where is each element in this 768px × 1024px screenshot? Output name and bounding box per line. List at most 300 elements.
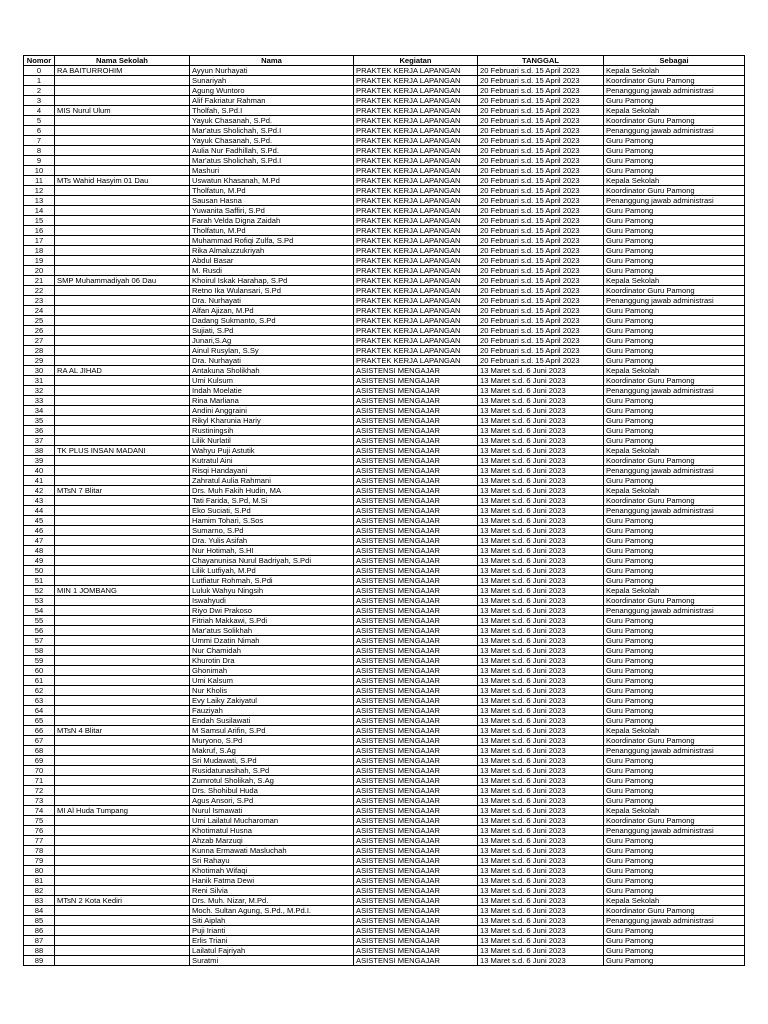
cell-nama: Fitriah Makkawi, S.Pdi: [190, 616, 354, 626]
cell-tanggal: 20 Februari s.d. 15 April 2023: [478, 216, 604, 226]
cell-sebagai: Penanggung jawab administrasi: [604, 606, 745, 616]
cell-tanggal: 13 Maret s.d. 6 Juni 2023: [478, 896, 604, 906]
cell-sebagai: Guru Pamong: [604, 886, 745, 896]
cell-nama-sekolah: [55, 766, 190, 776]
cell-tanggal: 13 Maret s.d. 6 Juni 2023: [478, 516, 604, 526]
cell-sebagai: Guru Pamong: [604, 96, 745, 106]
cell-nama-sekolah: MIS Nurul Ulum: [55, 106, 190, 116]
cell-nomor: 1: [24, 76, 55, 86]
cell-nama-sekolah: [55, 156, 190, 166]
cell-nama: Mar'atus Sholichah, S.Pd.I: [190, 126, 354, 136]
cell-kegiatan: ASISTENSI MENGAJAR: [354, 526, 478, 536]
table-row: [24, 736, 745, 746]
cell-nama: Sumarno, S.Pd: [190, 526, 354, 536]
cell-tanggal: 20 Februari s.d. 15 April 2023: [478, 336, 604, 346]
cell-tanggal: 13 Maret s.d. 6 Juni 2023: [478, 366, 604, 376]
cell-kegiatan: ASISTENSI MENGAJAR: [354, 456, 478, 466]
cell-nama: Umi Kalsum: [190, 676, 354, 686]
cell-nomor: 52: [24, 586, 55, 596]
cell-sebagai: Kepala Sekolah: [604, 486, 745, 496]
table-row: [24, 576, 745, 586]
cell-tanggal: 13 Maret s.d. 6 Juni 2023: [478, 846, 604, 856]
cell-kegiatan: ASISTENSI MENGAJAR: [354, 746, 478, 756]
cell-nama-sekolah: [55, 166, 190, 176]
cell-nomor: 11: [24, 176, 55, 186]
table-row: [24, 346, 745, 356]
cell-tanggal: 13 Maret s.d. 6 Juni 2023: [478, 656, 604, 666]
cell-sebagai: Kepala Sekolah: [604, 176, 745, 186]
table-row: [24, 126, 745, 136]
cell-nama: Tholfatun, M.Pd: [190, 186, 354, 196]
cell-tanggal: 13 Maret s.d. 6 Juni 2023: [478, 466, 604, 476]
cell-kegiatan: ASISTENSI MENGAJAR: [354, 496, 478, 506]
cell-tanggal: 13 Maret s.d. 6 Juni 2023: [478, 956, 604, 966]
cell-sebagai: Guru Pamong: [604, 926, 745, 936]
cell-nama-sekolah: [55, 916, 190, 926]
cell-nama-sekolah: [55, 846, 190, 856]
cell-tanggal: 20 Februari s.d. 15 April 2023: [478, 326, 604, 336]
cell-nomor: 79: [24, 856, 55, 866]
cell-nama-sekolah: [55, 136, 190, 146]
cell-sebagai: Guru Pamong: [604, 216, 745, 226]
cell-nama-sekolah: [55, 786, 190, 796]
cell-sebagai: Guru Pamong: [604, 226, 745, 236]
cell-sebagai: Guru Pamong: [604, 346, 745, 356]
table-row: [24, 236, 745, 246]
header-sebagai: Sebagai: [604, 56, 745, 66]
table-row: [24, 446, 745, 456]
cell-sebagai: Guru Pamong: [604, 956, 745, 966]
cell-sebagai: Koordinator Guru Pamong: [604, 906, 745, 916]
cell-nama: Muryono, S.Pd: [190, 736, 354, 746]
cell-nomor: 55: [24, 616, 55, 626]
cell-kegiatan: PRAKTEK KERJA LAPANGAN: [354, 66, 478, 76]
cell-nama-sekolah: [55, 836, 190, 846]
cell-sebagai: Guru Pamong: [604, 646, 745, 656]
cell-nama-sekolah: [55, 346, 190, 356]
cell-sebagai: Kepala Sekolah: [604, 806, 745, 816]
cell-tanggal: 13 Maret s.d. 6 Juni 2023: [478, 596, 604, 606]
cell-nomor: 80: [24, 866, 55, 876]
cell-nomor: 86: [24, 926, 55, 936]
cell-sebagai: Guru Pamong: [604, 546, 745, 556]
cell-nama-sekolah: [55, 936, 190, 946]
cell-tanggal: 13 Maret s.d. 6 Juni 2023: [478, 576, 604, 586]
cell-nomor: 69: [24, 756, 55, 766]
cell-tanggal: 20 Februari s.d. 15 April 2023: [478, 156, 604, 166]
cell-nama-sekolah: [55, 796, 190, 806]
cell-nama: Khotimah Wifaqi: [190, 866, 354, 876]
cell-nomor: 28: [24, 346, 55, 356]
cell-nomor: 48: [24, 546, 55, 556]
cell-sebagai: Penanggung jawab administrasi: [604, 126, 745, 136]
cell-sebagai: Guru Pamong: [604, 756, 745, 766]
cell-tanggal: 13 Maret s.d. 6 Juni 2023: [478, 476, 604, 486]
table-row: [24, 646, 745, 656]
cell-nama: Rusidatunasihah, S.Pd: [190, 766, 354, 776]
cell-nama: Zumrotul Sholikah, S.Ag: [190, 776, 354, 786]
cell-sebagai: Kepala Sekolah: [604, 66, 745, 76]
cell-sebagai: Guru Pamong: [604, 526, 745, 536]
cell-nomor: 89: [24, 956, 55, 966]
cell-tanggal: 13 Maret s.d. 6 Juni 2023: [478, 696, 604, 706]
cell-tanggal: 13 Maret s.d. 6 Juni 2023: [478, 916, 604, 926]
cell-kegiatan: ASISTENSI MENGAJAR: [354, 426, 478, 436]
cell-nama: Indah Moelatie: [190, 386, 354, 396]
cell-nama: Makruf, S.Ag: [190, 746, 354, 756]
cell-tanggal: 13 Maret s.d. 6 Juni 2023: [478, 746, 604, 756]
cell-kegiatan: ASISTENSI MENGAJAR: [354, 596, 478, 606]
cell-nama-sekolah: [55, 776, 190, 786]
table-row: [24, 856, 745, 866]
cell-nama: Eko Suciati, S.Pd: [190, 506, 354, 516]
cell-nama-sekolah: [55, 326, 190, 336]
cell-nama-sekolah: MI Al Huda Tumpang: [55, 806, 190, 816]
cell-nama: Sujiati, S.Pd: [190, 326, 354, 336]
cell-sebagai: Guru Pamong: [604, 326, 745, 336]
cell-sebagai: Kepala Sekolah: [604, 366, 745, 376]
cell-sebagai: Guru Pamong: [604, 516, 745, 526]
cell-nomor: 10: [24, 166, 55, 176]
cell-nomor: 36: [24, 426, 55, 436]
cell-kegiatan: PRAKTEK KERJA LAPANGAN: [354, 166, 478, 176]
cell-tanggal: 20 Februari s.d. 15 April 2023: [478, 286, 604, 296]
cell-nomor: 73: [24, 796, 55, 806]
cell-nomor: 25: [24, 316, 55, 326]
cell-nama: Lailatul Fajriyah: [190, 946, 354, 956]
cell-nama: Agus Ansori, S.Pd: [190, 796, 354, 806]
cell-sebagai: Koordinator Guru Pamong: [604, 286, 745, 296]
cell-nomor: 54: [24, 606, 55, 616]
cell-tanggal: 20 Februari s.d. 15 April 2023: [478, 96, 604, 106]
cell-nomor: 83: [24, 896, 55, 906]
cell-nama: Rina Marliana: [190, 396, 354, 406]
cell-sebagai: Guru Pamong: [604, 946, 745, 956]
cell-kegiatan: PRAKTEK KERJA LAPANGAN: [354, 146, 478, 156]
cell-nama: Abdul Basar: [190, 256, 354, 266]
cell-sebagai: Koordinator Guru Pamong: [604, 736, 745, 746]
cell-nama: Muhammad Rofiqi Zulfa, S.Pd: [190, 236, 354, 246]
cell-kegiatan: ASISTENSI MENGAJAR: [354, 366, 478, 376]
cell-nama-sekolah: [55, 306, 190, 316]
cell-nomor: 53: [24, 596, 55, 606]
cell-nama-sekolah: TK PLUS INSAN MADANI: [55, 446, 190, 456]
cell-sebagai: Koordinator Guru Pamong: [604, 456, 745, 466]
table-row: [24, 406, 745, 416]
cell-nama-sekolah: [55, 546, 190, 556]
cell-sebagai: Koordinator Guru Pamong: [604, 376, 745, 386]
cell-tanggal: 20 Februari s.d. 15 April 2023: [478, 76, 604, 86]
cell-nama: Dra. Yulis Asifah: [190, 536, 354, 546]
cell-nama-sekolah: [55, 226, 190, 236]
cell-nomor: 35: [24, 416, 55, 426]
cell-nama: Lilik Nurlatil: [190, 436, 354, 446]
cell-kegiatan: PRAKTEK KERJA LAPANGAN: [354, 326, 478, 336]
table-row: [24, 136, 745, 146]
cell-tanggal: 13 Maret s.d. 6 Juni 2023: [478, 536, 604, 546]
cell-nama-sekolah: [55, 426, 190, 436]
table-row: [24, 866, 745, 876]
cell-nomor: 66: [24, 726, 55, 736]
cell-kegiatan: ASISTENSI MENGAJAR: [354, 416, 478, 426]
cell-kegiatan: PRAKTEK KERJA LAPANGAN: [354, 176, 478, 186]
cell-sebagai: Koordinator Guru Pamong: [604, 76, 745, 86]
cell-nomor: 65: [24, 716, 55, 726]
cell-tanggal: 13 Maret s.d. 6 Juni 2023: [478, 726, 604, 736]
cell-tanggal: 20 Februari s.d. 15 April 2023: [478, 306, 604, 316]
cell-kegiatan: PRAKTEK KERJA LAPANGAN: [354, 96, 478, 106]
cell-tanggal: 20 Februari s.d. 15 April 2023: [478, 266, 604, 276]
cell-nama: Lutfiatur Rohmah, S.Pdi: [190, 576, 354, 586]
cell-nama: Sri Mudawati, S.Pd: [190, 756, 354, 766]
table-row: [24, 786, 745, 796]
cell-nomor: 21: [24, 276, 55, 286]
cell-sebagai: Guru Pamong: [604, 856, 745, 866]
cell-nama: Umi Kulsum: [190, 376, 354, 386]
cell-nomor: 63: [24, 696, 55, 706]
cell-sebagai: Guru Pamong: [604, 796, 745, 806]
table-row: [24, 386, 745, 396]
cell-kegiatan: ASISTENSI MENGAJAR: [354, 686, 478, 696]
cell-tanggal: 13 Maret s.d. 6 Juni 2023: [478, 736, 604, 746]
cell-sebagai: Guru Pamong: [604, 246, 745, 256]
cell-sebagai: Guru Pamong: [604, 936, 745, 946]
cell-sebagai: Guru Pamong: [604, 336, 745, 346]
cell-kegiatan: ASISTENSI MENGAJAR: [354, 586, 478, 596]
cell-sebagai: Guru Pamong: [604, 656, 745, 666]
cell-nomor: 42: [24, 486, 55, 496]
cell-nama-sekolah: [55, 76, 190, 86]
cell-nama: Ahzab Marzuqi: [190, 836, 354, 846]
header-nama: Nama: [190, 56, 354, 66]
cell-kegiatan: ASISTENSI MENGAJAR: [354, 856, 478, 866]
cell-kegiatan: ASISTENSI MENGAJAR: [354, 466, 478, 476]
cell-kegiatan: ASISTENSI MENGAJAR: [354, 846, 478, 856]
cell-tanggal: 20 Februari s.d. 15 April 2023: [478, 146, 604, 156]
cell-sebagai: Penanggung jawab administrasi: [604, 916, 745, 926]
cell-tanggal: 13 Maret s.d. 6 Juni 2023: [478, 426, 604, 436]
cell-kegiatan: ASISTENSI MENGAJAR: [354, 546, 478, 556]
cell-tanggal: 13 Maret s.d. 6 Juni 2023: [478, 816, 604, 826]
cell-nama-sekolah: [55, 556, 190, 566]
table-row: [24, 356, 745, 366]
cell-sebagai: Guru Pamong: [604, 426, 745, 436]
table-row: [24, 366, 745, 376]
cell-kegiatan: ASISTENSI MENGAJAR: [354, 566, 478, 576]
cell-nomor: 56: [24, 626, 55, 636]
cell-nama-sekolah: MTs Wahid Hasyim 01 Dau: [55, 176, 190, 186]
cell-nama: Umi Lailatul Mucharoman: [190, 816, 354, 826]
cell-tanggal: 13 Maret s.d. 6 Juni 2023: [478, 586, 604, 596]
cell-nama: Tholfatun, M.Pd: [190, 226, 354, 236]
cell-nama: Rikyl Kharunia Hariy: [190, 416, 354, 426]
table-row: [24, 146, 745, 156]
cell-nama: Alif Fakriatur Rahman: [190, 96, 354, 106]
header-nomor: Nomor: [24, 56, 55, 66]
cell-tanggal: 13 Maret s.d. 6 Juni 2023: [478, 686, 604, 696]
table-row: [24, 96, 745, 106]
cell-nama: Mashuri: [190, 166, 354, 176]
cell-nama: Chayanunisa Nurul Badriyah, S.Pdi: [190, 556, 354, 566]
cell-nama-sekolah: [55, 406, 190, 416]
table-row: [24, 286, 745, 296]
cell-tanggal: 20 Februari s.d. 15 April 2023: [478, 346, 604, 356]
table-row: [24, 586, 745, 596]
cell-nomor: 14: [24, 206, 55, 216]
cell-nama-sekolah: [55, 396, 190, 406]
cell-nama: Nur Chamidah: [190, 646, 354, 656]
cell-nama: Evy Laiky Zakiyatul: [190, 696, 354, 706]
cell-sebagai: Penanggung jawab administrasi: [604, 86, 745, 96]
cell-tanggal: 13 Maret s.d. 6 Juni 2023: [478, 626, 604, 636]
cell-nama: Sri Rahayu: [190, 856, 354, 866]
cell-sebagai: Guru Pamong: [604, 716, 745, 726]
table-row: [24, 416, 745, 426]
cell-sebagai: Guru Pamong: [604, 536, 745, 546]
cell-tanggal: 20 Februari s.d. 15 April 2023: [478, 276, 604, 286]
table-row: [24, 196, 745, 206]
cell-nama: M Samsul Arifin, S.Pd: [190, 726, 354, 736]
cell-nama: Kutratul Aini: [190, 456, 354, 466]
table-row: [24, 946, 745, 956]
cell-nomor: 62: [24, 686, 55, 696]
cell-nama: Erlis Triani: [190, 936, 354, 946]
cell-nama-sekolah: [55, 386, 190, 396]
cell-tanggal: 13 Maret s.d. 6 Juni 2023: [478, 706, 604, 716]
cell-nama: Yayuk Chasanah, S.Pd.: [190, 116, 354, 126]
cell-nama: Aulia Nur Fadhillah, S.Pd.: [190, 146, 354, 156]
cell-tanggal: 13 Maret s.d. 6 Juni 2023: [478, 506, 604, 516]
cell-nama: M. Rusdi: [190, 266, 354, 276]
table-row: [24, 926, 745, 936]
table-row: [24, 396, 745, 406]
header-kegiatan: Kegiatan: [354, 56, 478, 66]
table-row: [24, 336, 745, 346]
cell-nama: Siti Aiplah: [190, 916, 354, 926]
cell-sebagai: Kepala Sekolah: [604, 276, 745, 286]
cell-kegiatan: PRAKTEK KERJA LAPANGAN: [354, 356, 478, 366]
cell-sebagai: Guru Pamong: [604, 136, 745, 146]
cell-kegiatan: ASISTENSI MENGAJAR: [354, 876, 478, 886]
cell-sebagai: Koordinator Guru Pamong: [604, 186, 745, 196]
table-row: [24, 536, 745, 546]
cell-nama: Junari,S.Ag: [190, 336, 354, 346]
table-row: [24, 166, 745, 176]
cell-nama: Wahyu Puji Astutik: [190, 446, 354, 456]
cell-sebagai: Guru Pamong: [604, 666, 745, 676]
cell-kegiatan: ASISTENSI MENGAJAR: [354, 946, 478, 956]
table-row: [24, 696, 745, 706]
table-row: [24, 436, 745, 446]
cell-nama-sekolah: [55, 606, 190, 616]
cell-tanggal: 20 Februari s.d. 15 April 2023: [478, 246, 604, 256]
table-body: [24, 66, 745, 966]
table-row: [24, 886, 745, 896]
cell-sebagai: Penanggung jawab administrasi: [604, 296, 745, 306]
cell-nomor: 24: [24, 306, 55, 316]
cell-nama: Ainul Rusylan, S.Sy: [190, 346, 354, 356]
cell-nama: Nur Kholis: [190, 686, 354, 696]
cell-kegiatan: ASISTENSI MENGAJAR: [354, 726, 478, 736]
cell-nomor: 12: [24, 186, 55, 196]
cell-nama: Nur Hotimah, S.HI: [190, 546, 354, 556]
cell-kegiatan: PRAKTEK KERJA LAPANGAN: [354, 136, 478, 146]
cell-tanggal: 13 Maret s.d. 6 Juni 2023: [478, 866, 604, 876]
cell-sebagai: Guru Pamong: [604, 266, 745, 276]
cell-kegiatan: PRAKTEK KERJA LAPANGAN: [354, 216, 478, 226]
cell-nomor: 41: [24, 476, 55, 486]
cell-tanggal: 13 Maret s.d. 6 Juni 2023: [478, 606, 604, 616]
cell-nama-sekolah: [55, 296, 190, 306]
table-row: [24, 546, 745, 556]
table-row: [24, 456, 745, 466]
cell-tanggal: 13 Maret s.d. 6 Juni 2023: [478, 646, 604, 656]
cell-nomor: 82: [24, 886, 55, 896]
header-tanggal: TANGGAL: [478, 56, 604, 66]
cell-nama-sekolah: [55, 126, 190, 136]
table-row: [24, 156, 745, 166]
cell-nomor: 39: [24, 456, 55, 466]
cell-nama-sekolah: [55, 886, 190, 896]
cell-nama-sekolah: [55, 656, 190, 666]
cell-nama-sekolah: [55, 826, 190, 836]
table-row: [24, 86, 745, 96]
cell-tanggal: 20 Februari s.d. 15 April 2023: [478, 86, 604, 96]
cell-sebagai: Guru Pamong: [604, 556, 745, 566]
cell-tanggal: 13 Maret s.d. 6 Juni 2023: [478, 376, 604, 386]
cell-nama: Rustiningsih: [190, 426, 354, 436]
cell-kegiatan: ASISTENSI MENGAJAR: [354, 756, 478, 766]
cell-kegiatan: ASISTENSI MENGAJAR: [354, 406, 478, 416]
cell-kegiatan: ASISTENSI MENGAJAR: [354, 556, 478, 566]
cell-kegiatan: ASISTENSI MENGAJAR: [354, 626, 478, 636]
cell-nomor: 72: [24, 786, 55, 796]
table-row: [24, 826, 745, 836]
cell-nomor: 87: [24, 936, 55, 946]
cell-nomor: 60: [24, 666, 55, 676]
cell-nomor: 51: [24, 576, 55, 586]
header-row: [24, 56, 745, 66]
cell-nama-sekolah: [55, 666, 190, 676]
cell-sebagai: Guru Pamong: [604, 786, 745, 796]
cell-nama-sekolah: [55, 316, 190, 326]
cell-kegiatan: ASISTENSI MENGAJAR: [354, 866, 478, 876]
cell-nomor: 3: [24, 96, 55, 106]
table-row: [24, 216, 745, 226]
cell-kegiatan: PRAKTEK KERJA LAPANGAN: [354, 266, 478, 276]
table-row: [24, 426, 745, 436]
table-row: [24, 296, 745, 306]
cell-nama: Mar'atus Sholichah, S.Pd.I: [190, 156, 354, 166]
cell-kegiatan: PRAKTEK KERJA LAPANGAN: [354, 306, 478, 316]
cell-tanggal: 13 Maret s.d. 6 Juni 2023: [478, 676, 604, 686]
cell-nama-sekolah: [55, 636, 190, 646]
cell-nama: Mar'atus Solikhah: [190, 626, 354, 636]
cell-nama: Luluk Wahyu Ningsih: [190, 586, 354, 596]
cell-kegiatan: ASISTENSI MENGAJAR: [354, 576, 478, 586]
cell-kegiatan: PRAKTEK KERJA LAPANGAN: [354, 86, 478, 96]
cell-nama-sekolah: [55, 876, 190, 886]
cell-nama-sekolah: [55, 856, 190, 866]
cell-sebagai: Kepala Sekolah: [604, 586, 745, 596]
cell-nomor: 40: [24, 466, 55, 476]
cell-tanggal: 20 Februari s.d. 15 April 2023: [478, 136, 604, 146]
cell-kegiatan: PRAKTEK KERJA LAPANGAN: [354, 316, 478, 326]
cell-nomor: 64: [24, 706, 55, 716]
cell-nomor: 75: [24, 816, 55, 826]
table-row: [24, 936, 745, 946]
cell-kegiatan: ASISTENSI MENGAJAR: [354, 656, 478, 666]
